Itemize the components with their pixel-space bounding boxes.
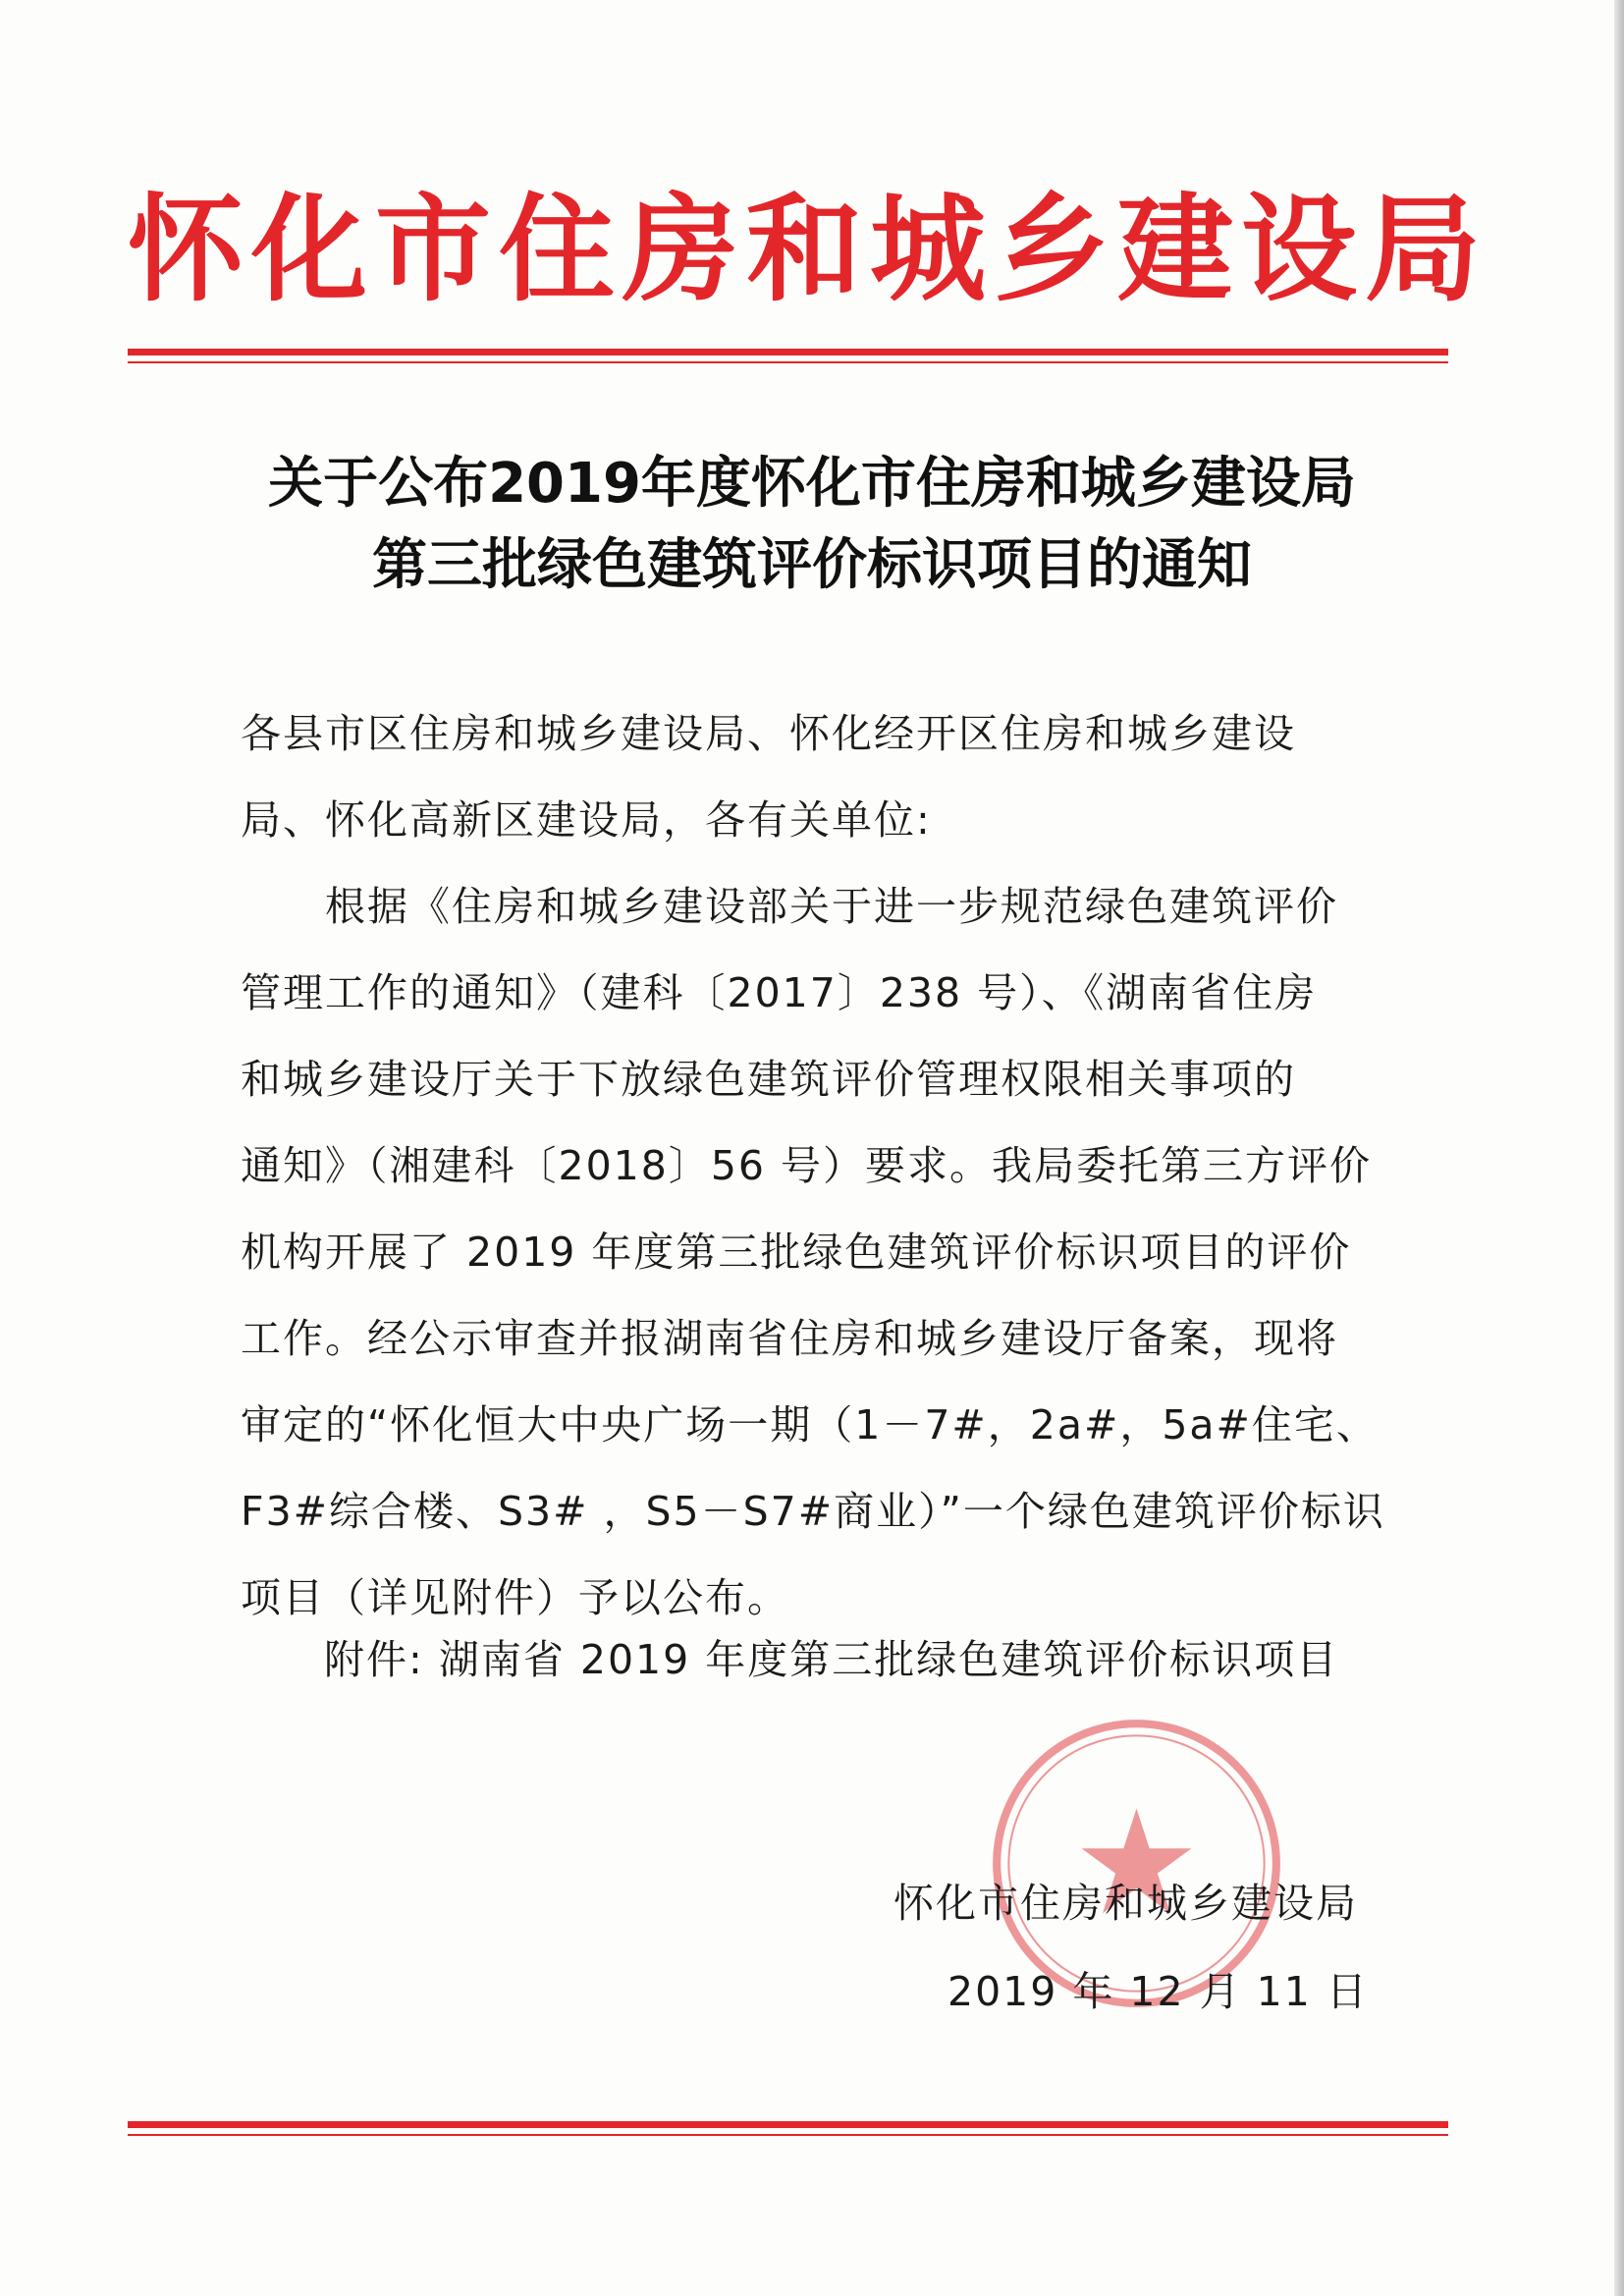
attachment-note: 附件: 湖南省 2019 年度第三批绿色建筑评价标识项目	[324, 1636, 1339, 1683]
body-line: 根据《住房和城乡建设部关于进一步规范绿色建筑评价	[325, 883, 1338, 930]
footer-rule-thin	[128, 2134, 1448, 2136]
letterhead-rule-thin	[128, 361, 1448, 363]
letterhead-org-name: 怀化市住房和城乡建设局	[128, 182, 1489, 317]
body-line: 工作。经公示审查并报湖南省住房和城乡建设厅备案，现将	[241, 1315, 1338, 1362]
signature-org: 怀化市住房和城乡建设局	[893, 1880, 1358, 1927]
body-line: 局、怀化高新区建设局，各有关单位:	[241, 796, 932, 844]
body-line: 机构开展了 2019 年度第三批绿色建筑评价标识项目的评价	[241, 1229, 1352, 1276]
signature-date: 2019 年 12 月 11 日	[947, 1968, 1369, 2015]
document-title-line-1: 关于公布2019年度怀化市住房和城乡建设局	[268, 452, 1356, 516]
body-line: 项目（详见附件）予以公布。	[241, 1574, 789, 1621]
body-line: 通知》（湘建科〔2018〕56 号）要求。我局委托第三方评价	[241, 1142, 1373, 1189]
body-line: 审定的“怀化恒大中央广场一期（1－7#，2a#，5a#住宅、	[241, 1401, 1379, 1449]
scan-edge	[1614, 0, 1624, 2296]
footer-rule-thick	[128, 2121, 1448, 2128]
body-line: F3#综合楼、S3# ，S5－S7#商业）”一个绿色建筑评价标识	[241, 1488, 1385, 1535]
document-title-line-2: 第三批绿色建筑评价标识项目的通知	[372, 533, 1252, 597]
body-line: 各县市区住房和城乡建设局、怀化经开区住房和城乡建设	[241, 710, 1296, 757]
letterhead-rule-thick	[128, 349, 1448, 355]
body-line: 和城乡建设厅关于下放绿色建筑评价管理权限相关事项的	[241, 1056, 1296, 1103]
body-line: 管理工作的通知》（建科〔2017〕238 号）、《湖南省住房	[241, 969, 1318, 1016]
